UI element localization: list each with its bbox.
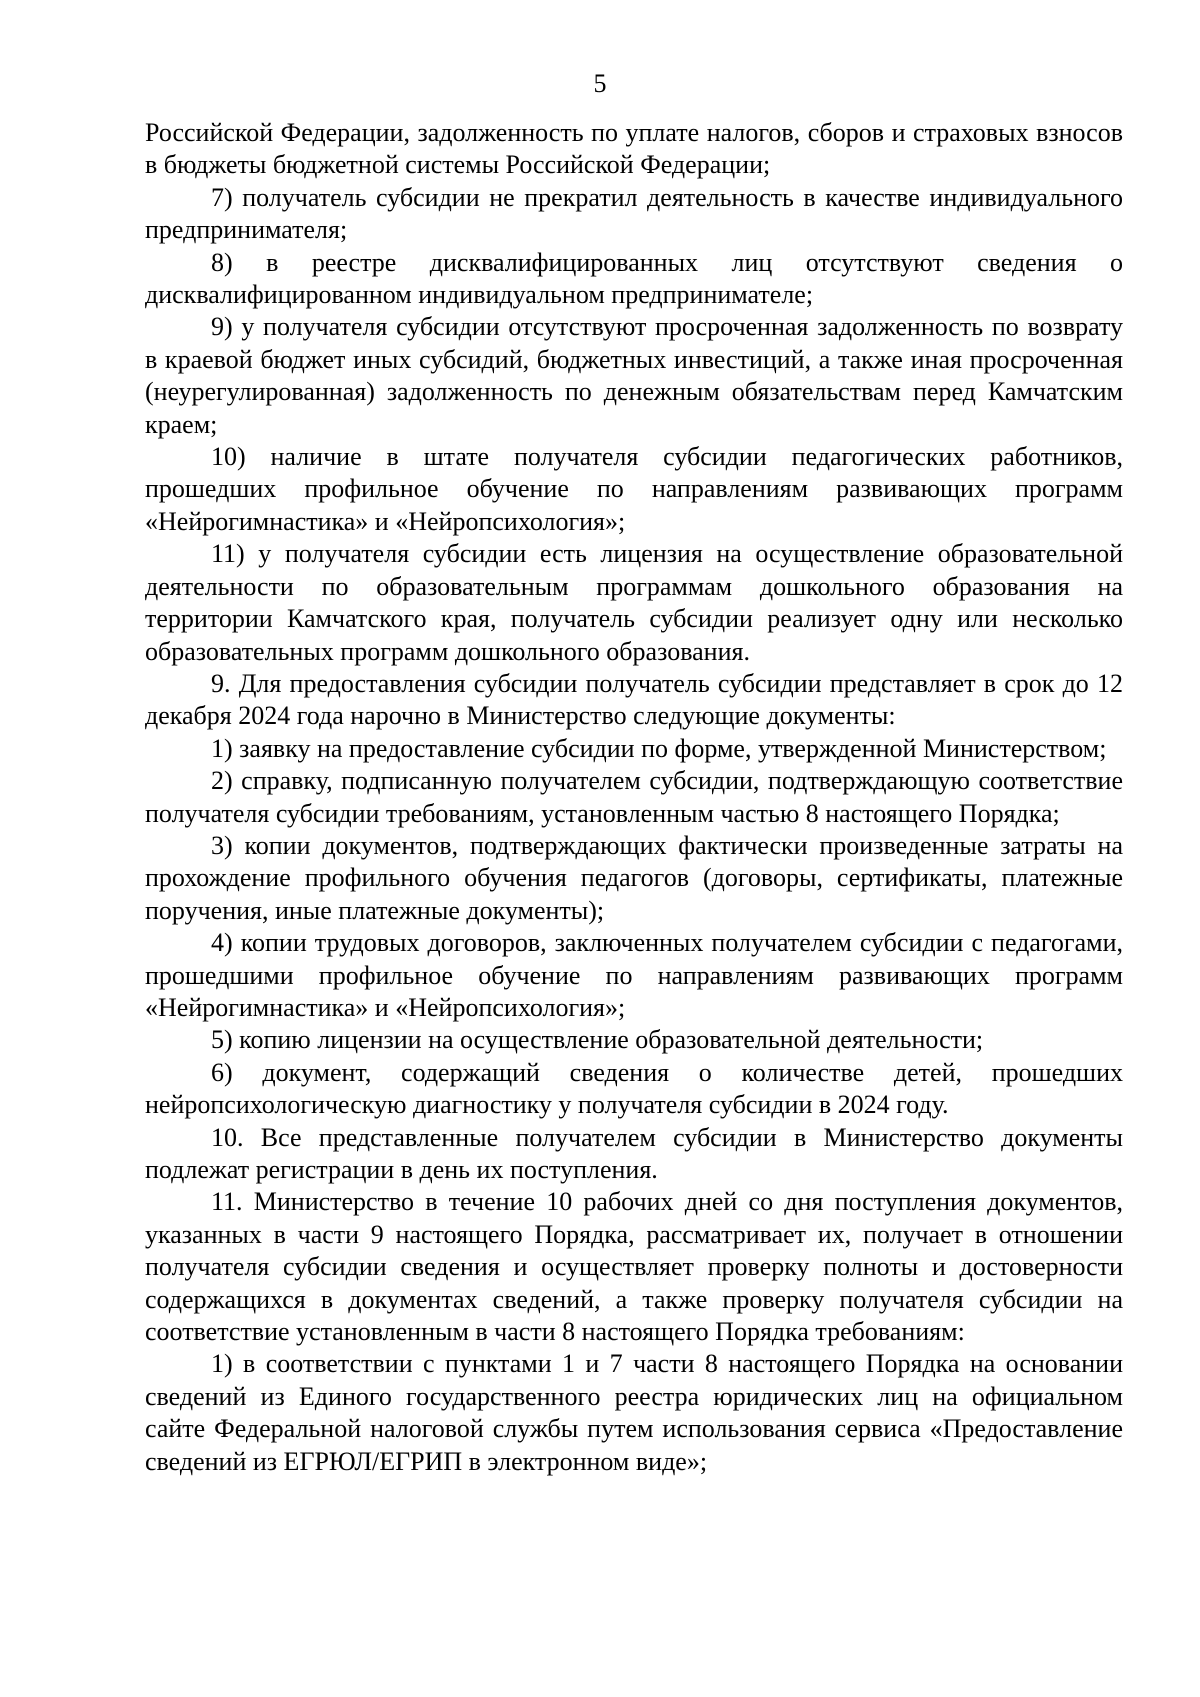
list-item-7: 7) получатель субсидии не прекратил деятельность в качестве индивидуального предпринимателя; (145, 182, 1123, 245)
page-number: 5 (593, 69, 607, 98)
section-9-item-2: 2) справку, подписанную получателем субсидии, подтверждающую соответствие получателя субсидии требованиям, установленным частью 8 настоящего Порядка; (145, 766, 1123, 828)
paragraph-continuation: Российской Федерации, задолженность по уплате налогов, сборов и страховых взносов в бюджеты бюджетной системы Российской Федерации; (145, 118, 1123, 180)
section-9-item-5: 5) копию лицензии на осуществление образовательной деятельности; (211, 1025, 984, 1055)
section-10: 10. Все представленные получателем субсидии в Министерство документы подлежат регистрации в день их поступления. (145, 1122, 1123, 1184)
section-11-item-1: 1) в соответствии с пунктами 1 и 7 части 8 настоящего Порядка на основании сведений из Единого государственного реестра юридических лиц на официальном сайте Федеральной налоговой службы путем использования сервиса «Предоставление сведений из ЕГРЮЛ/ЕГРИП в электронном виде»; (145, 1349, 1123, 1476)
section-9: 9. Для предоставления субсидии получатель субсидии представляет в срок до 12 декабря 2024 года нарочно в Министерство следующие документы: (145, 668, 1123, 731)
document-body (145, 117, 1123, 1478)
section-9-item-4: 4) копии трудовых договоров, заключенных получателем субсидии с педагогами, прошедшими профильное обучение по направлениям развивающих программ «Нейрогимнастика» и «Нейропсихология»; (145, 928, 1123, 1022)
list-item-10: 10) наличие в штате получателя субсидии педагогических работников, прошедших профильное обучение по направлениям развивающих программ «Нейрогимнастика» и «Нейропсихология»; (145, 442, 1123, 536)
list-item-11: 11) у получателя субсидии есть лицензия на осуществление образовательной деятельности по образовательным программам дошкольного образования на территории Камчатского края, получатель субсидии реализует одну или несколько образовательных программ дошкольного образования. (145, 539, 1123, 666)
section-9-item-6: 6) документ, содержащий сведения о количестве детей, прошедших нейропсихологическую диагностику у получателя субсидии в 2024 году. (145, 1057, 1123, 1120)
section-9-item-3: 3) копии документов, подтверждающих фактически произведенные затраты на прохождение профильного обучения педагогов (договоры, сертификаты, платежные поручения, иные платежные документы); (145, 830, 1123, 925)
section-11: 11. Министерство в течение 10 рабочих дней со дня поступления документов, указанных в части 9 настоящего Порядка, рассматривает их, получает в отношении получателя субсидии сведения и осуществляет проверку полноты и достоверности содержащихся в документах сведений, а также проверку получателя субсидии на соответствие установленным в части 8 настоящего Порядка требованиям: (145, 1187, 1123, 1347)
list-item-8: 8) в реестре дисквалифицированных лиц отсутствуют сведения о дисквалифицированном индивидуальном предпринимателе; (145, 247, 1123, 310)
list-item-9: 9) у получателя субсидии отсутствуют просроченная задолженность по возврату в краевой бюджет иных субсидий, бюджетных инвестиций, а также иная просроченная (неурегулированная) задолженность по денежным обязательствам перед Камчатским краем; (145, 312, 1123, 439)
section-9-item-1: 1) заявку на предоставление субсидии по форме, утвержденной Министерством; (211, 733, 1107, 763)
